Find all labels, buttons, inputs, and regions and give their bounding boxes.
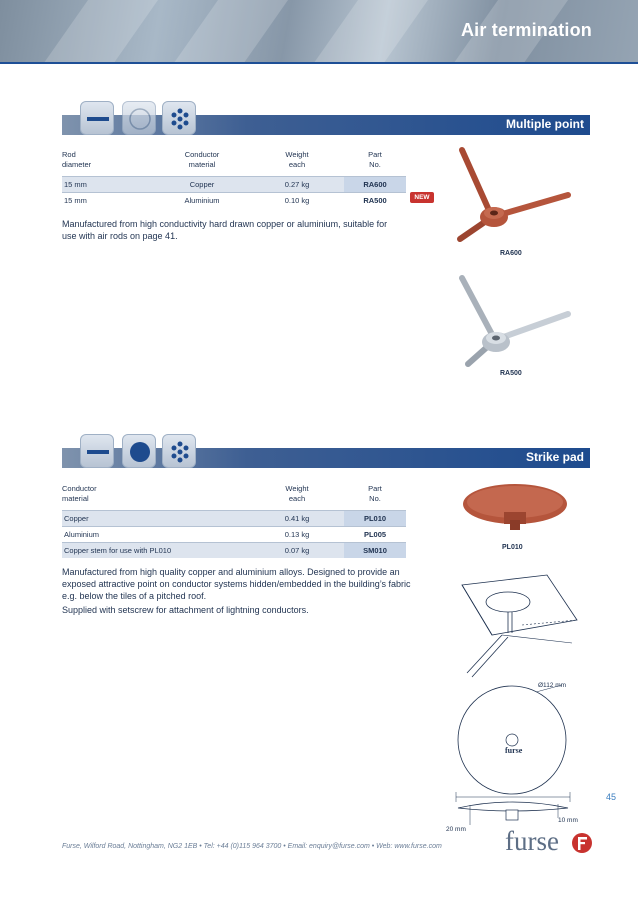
ra500-aluminium-terminal-image (440, 270, 580, 370)
roof-installation-diagram (452, 565, 582, 680)
new-badge: NEW (410, 192, 434, 203)
header-rule (0, 62, 638, 64)
stranded-cable-icon (162, 101, 196, 135)
footer-address: Furse, Wilford Road, Nottingham, NG2 1EB • Tel: +44 (0)115 964 3700 • Email: enquiry@furse.com • Web: www.furse.com (62, 843, 442, 850)
table-row: Aluminium 0.13 kg PL005 (62, 526, 406, 542)
table-row: 15 mm Copper 0.27 kg RA600 (62, 176, 406, 192)
page-number: 45 (606, 792, 617, 802)
flat-tape-icon (80, 434, 114, 468)
multiple-point-table (62, 150, 406, 208)
dimension-height: 10 mm (558, 817, 578, 824)
section-title: Multiple point (506, 117, 584, 131)
furse-logo-mark-icon (571, 832, 593, 854)
col-header-conductor-material: Conductor material (184, 150, 220, 169)
figure-label-pl010: PL010 (502, 544, 523, 551)
col-header-conductor-material: Conductor material (62, 484, 97, 503)
pad-logo: furse (505, 746, 523, 755)
col-header-weight: Weight each (285, 484, 309, 503)
section-title: Strike pad (525, 450, 584, 464)
round-conductor-icon (122, 434, 156, 468)
section1-description: Manufactured from high conductivity hard drawn copper or aluminium, suitable for use with air rods on page 41. (62, 219, 388, 241)
ra600-copper-terminal-image (440, 145, 580, 245)
strike-pad-table (62, 484, 406, 558)
page-title: Air termination (460, 20, 592, 40)
table-row: 15 mm Aluminium 0.10 kg RA500 (62, 192, 406, 208)
table-row: Copper stem for use with PL010 0.07 kg SM010 (62, 542, 406, 558)
pl010-strike-pad-image (460, 482, 580, 542)
dimension-diameter: Ø112 mm (538, 682, 567, 689)
section2-description-setscrew: Supplied with setscrew for attachment of lightning conductors. (62, 605, 309, 615)
dimension-width: 20 mm (446, 826, 466, 833)
col-header-part-no: Part No. (368, 484, 382, 503)
table-row: Copper 0.41 kg PL010 (62, 510, 406, 526)
figure-label-ra500: RA500 (500, 370, 522, 377)
col-header-weight: Weight each (285, 150, 309, 169)
strike-pad-technical-drawing (440, 680, 590, 835)
section2-description: Manufactured from high quality copper and aluminium alloys. Designed to provide an exposed attractive point on conductor systems hidden/embedded in the building’s fabric e.g. below the tiles of a pitched roof. (62, 567, 411, 601)
flat-tape-icon (80, 101, 114, 135)
header-banner (0, 0, 638, 62)
stranded-cable-icon (162, 434, 196, 468)
col-header-rod-diameter: Rod diameter (62, 150, 92, 169)
col-header-part-no: Part No. (368, 150, 382, 169)
round-conductor-icon (122, 101, 156, 135)
figure-label-ra600: RA600 (500, 250, 522, 257)
